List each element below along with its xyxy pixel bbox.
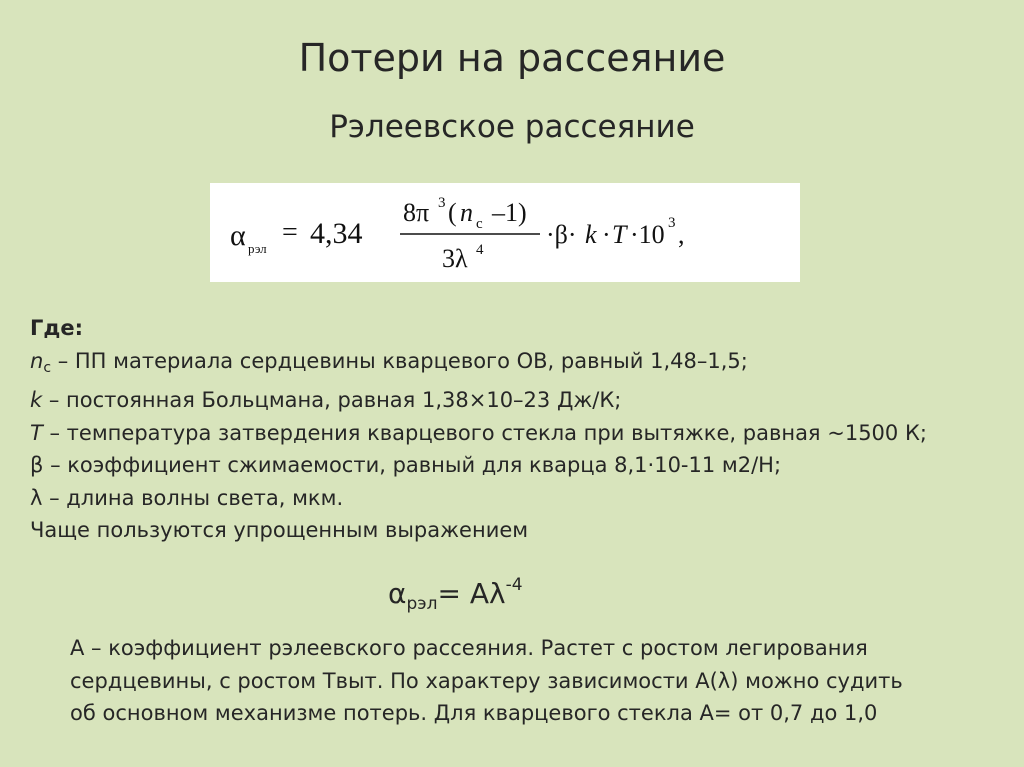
svg-text:–1): –1) xyxy=(492,198,527,227)
svg-text:n: n xyxy=(460,198,473,227)
definition-k: k – постоянная Больцмана, равная 1,38×10–23 Дж/К; xyxy=(30,388,622,412)
definitions-heading: Где: xyxy=(30,316,83,340)
svg-text:3λ: 3λ xyxy=(442,244,468,273)
svg-text:·β·: ·β· xyxy=(546,220,577,249)
definition-beta: β – коэффициент сжимаемости, равный для кварца 8,1·10-11 м2/Н; xyxy=(30,453,782,477)
svg-text:·: · xyxy=(602,220,611,249)
svg-text:рэл: рэл xyxy=(248,241,267,256)
svg-text:с: с xyxy=(476,216,483,232)
coefficient-paragraph xyxy=(70,632,990,730)
svg-text:k: k xyxy=(585,220,597,249)
formula-alpha: α xyxy=(230,219,246,252)
svg-text:8π: 8π xyxy=(403,198,430,227)
svg-text:3: 3 xyxy=(438,195,446,211)
svg-text:(: ( xyxy=(448,198,457,227)
rayleigh-formula-image xyxy=(210,183,800,282)
svg-text:3: 3 xyxy=(668,215,676,231)
svg-text:4,34: 4,34 xyxy=(310,217,363,250)
svg-text:·10: ·10 xyxy=(630,220,665,249)
svg-text:=: = xyxy=(282,217,298,248)
definition-nc: nc – ПП материала сердцевины кварцевого ОВ, равный 1,48–1,5; xyxy=(30,348,748,376)
svg-text:,: , xyxy=(678,220,685,249)
slide-title: Потери на рассеяние xyxy=(298,36,726,80)
paragraph-line-1: А – коэффициент рэлеевского рассеяния. Растет с ростом легирования xyxy=(70,636,868,660)
simplified-formula: $\alpha_{рэл}= A\lambda^{-4}$ xyxy=(388,575,523,614)
svg-text:T: T xyxy=(612,220,627,249)
definitions-block xyxy=(30,312,1010,547)
paragraph-line-2: сердцевины, с ростом Твыт. По характеру зависимости А(λ) можно судить xyxy=(70,668,903,693)
definition-lambda: λ – длина волны света, мкм. xyxy=(30,485,344,510)
definition-t: T – температура затвердения кварцевого стекла при вытяжке, равная ~1500 К; xyxy=(30,420,927,445)
simplified-intro: Чаще пользуются упрощенным выражением xyxy=(30,518,529,542)
svg-text:4: 4 xyxy=(476,242,484,258)
paragraph-line-3: об основном механизме потерь. Для кварцевого стекла А= от 0,7 до 1,0 xyxy=(70,701,878,725)
slide-subtitle: Рэлеевское рассеяние xyxy=(329,109,695,145)
